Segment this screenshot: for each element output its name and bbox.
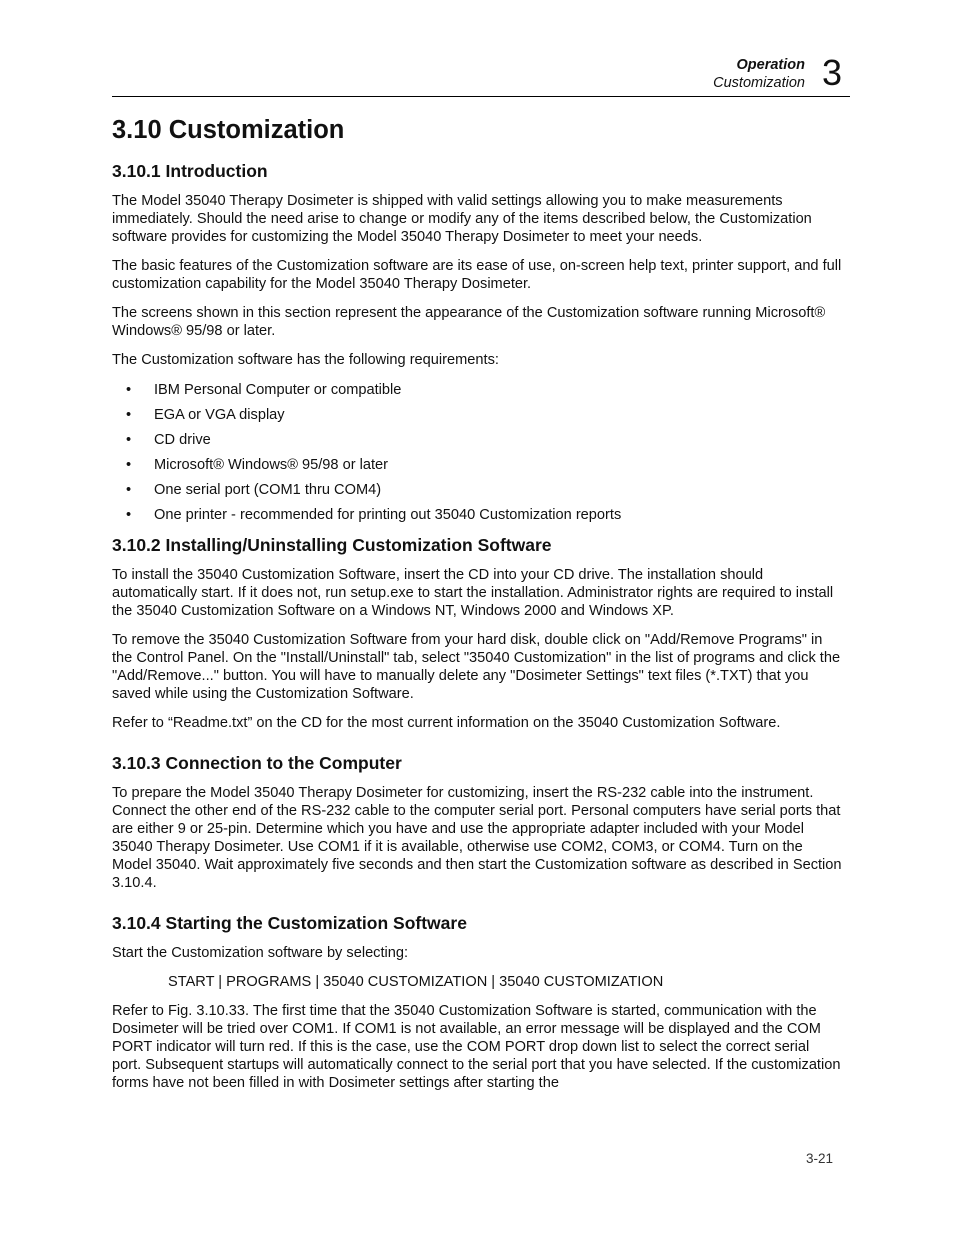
list-item: • CD drive — [126, 432, 211, 448]
header-rule — [112, 96, 850, 97]
header-section: Operation — [736, 57, 805, 73]
bullet-icon: • — [126, 382, 132, 398]
intro-paragraph-4: The Customization software has the following requirements: — [112, 352, 499, 368]
install-paragraph-3: Refer to “Readme.txt” on the CD for the most current information on the 35040 Customization Software. — [112, 715, 781, 731]
starting-paragraph-2: Refer to Fig. 3.10.33. The first time that the 35040 Customization Software is started, communication with the Dosimeter will be tried over COM1. If COM1 is not available, an error message will be displayed and the COM PORT indicator will turn red. If this is the case, use the COM PORT drop down list to select the correct serial port. Subsequent startups will automatically connect to the serial port that you have selected. If the customization forms have not been filled in with Dosimeter settings after starting the — [112, 1003, 841, 1091]
chapter-number: 3 — [822, 52, 843, 93]
bullet-icon: • — [126, 507, 132, 523]
header-subsection: Customization — [713, 75, 805, 91]
install-paragraph-1: To install the 35040 Customization Software, insert the CD into your CD drive. The installation should automatically start. If it does not, run setup.exe to start the installation. Administrator rights are required to install the 35040 Customization Software on a Windows NT, Windows 2000 and Windows XP. — [112, 567, 834, 619]
heading-starting: 3.10.4 Starting the Customization Software — [112, 913, 467, 933]
bullet-icon: • — [126, 482, 132, 498]
list-item: • One serial port (COM1 thru COM4) — [126, 482, 382, 498]
connection-paragraph-1: To prepare the Model 35040 Therapy Dosimeter for customizing, insert the RS-232 cable into the instrument. Connect the other end of the RS-232 cable to the computer serial port. Personal computers have serial ports that are either 9 or 25-pin. Determine which you have and use the appropriate adapter included with your Model 35040 Therapy Dosimeter. Use COM1 if it is available, otherwise use COM2, COM3, or COM4. Turn on the Model 35040. Wait approximately five seconds and then start the Customization software as described in Section 3.10.4. — [112, 785, 842, 891]
heading-installing: 3.10.2 Installing/Uninstalling Customization Software — [112, 535, 552, 555]
install-paragraph-2: To remove the 35040 Customization Software from your hard disk, double click on "Add/Remove Programs" in the Control Panel. On the "Install/Uninstall" tab, select "35040 Customization" in the list of programs and click the "Add/Remove..." button. You will have to manually delete any "Dosimeter Settings" text files (*.TXT) that you saved while using the Customization Software. — [112, 632, 841, 702]
page-title: 3.10 Customization — [112, 116, 345, 144]
heading-connection: 3.10.3 Connection to the Computer — [112, 753, 402, 773]
page-header — [0, 0, 954, 100]
bullet-icon: • — [126, 432, 132, 448]
start-command: START | PROGRAMS | 35040 CUSTOMIZATION | 35040 CUSTOMIZATION — [168, 974, 664, 990]
bullet-icon: • — [126, 457, 132, 473]
intro-paragraph-3: The screens shown in this section represent the appearance of the Customization software running Microsoft® Windows® 95/98 or later. — [112, 305, 826, 339]
page-number: 3-21 — [806, 1151, 834, 1166]
bullet-icon: • — [126, 407, 132, 423]
list-item: • Microsoft® Windows® 95/98 or later — [126, 457, 389, 473]
page-content — [112, 114, 842, 1103]
intro-paragraph-1: The Model 35040 Therapy Dosimeter is shipped with valid settings allowing you to make measurements immediately. Should the need arise to change or modify any of the items described below, the Customization software provides for customizing the Model 35040 Therapy Dosimeter to meet your needs. — [112, 193, 812, 245]
heading-introduction: 3.10.1 Introduction — [112, 161, 268, 181]
requirements-list — [112, 381, 842, 524]
list-item: • One printer - recommended for printing out 35040 Customization reports — [126, 507, 622, 523]
intro-paragraph-2: The basic features of the Customization software are its ease of use, on-screen help text, printer support, and full customization capability for the Model 35040 Therapy Dosimeter. — [112, 258, 842, 292]
starting-paragraph-1: Start the Customization software by selecting: — [112, 945, 409, 961]
list-item: • IBM Personal Computer or compatible — [126, 382, 402, 398]
list-item: • EGA or VGA display — [126, 407, 285, 423]
